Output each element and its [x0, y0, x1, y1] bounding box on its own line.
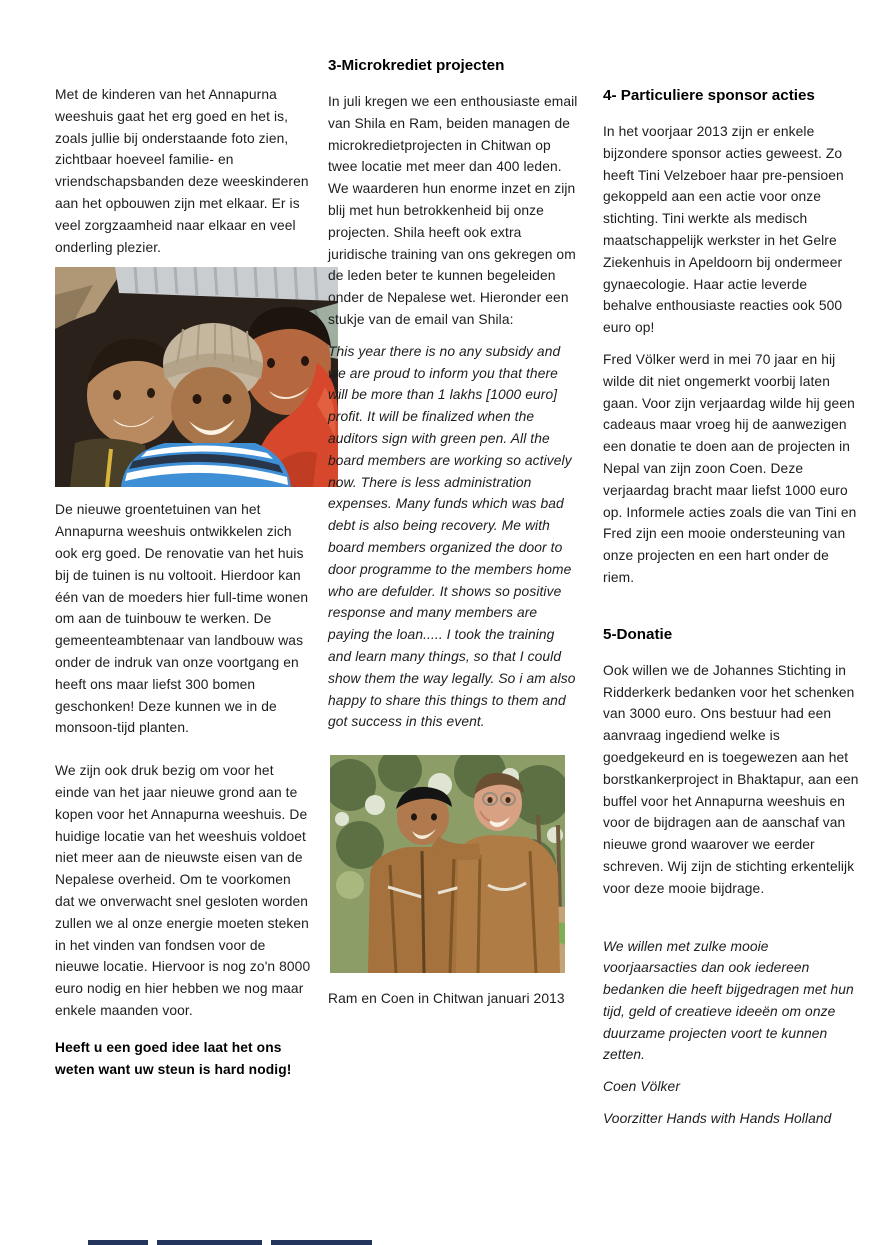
intro-paragraph: Met de kinderen van het Annapurna weeshuis gaat het erg goed en het is, zoals jullie bij onderstaande foto zien, zichtbaar hoeveel familie- en vriendschapsbanden deze weeskinderen aan het opbouwen zijn met elkaar. Er is veel zorgzaamheid naar elkaar en veel onderling plezier.: [55, 87, 309, 255]
gardens-paragraph: De nieuwe groentetuinen van het Annapurna weeshuis ontwikkelen zich ook erg goed. De renovatie van het huis bij de tuinen is nu voltooit. Hierdoor kan één van de moeders hier full-time wonen om aan de tuinbouw te werken. De gemeenteambtenaar van landbouw was onder de indruk van onze voortgang en heeft ons maar liefst 300 bomen geschonken! Deze kunnen we in de monsoon-tijd planten.: [55, 502, 309, 736]
signature-name: Coen Völker: [603, 1079, 681, 1095]
section-heading-sponsor-acties: 4- Particuliere sponsor acties: [603, 87, 815, 104]
left-column: [55, 84, 311, 1080]
fred-paragraph: Fred Völker werd in mei 70 jaar en hij wilde dit niet ongemerkt voorbij laten gaan. Voor zijn verjaardag wilde hij geen cadeaus maar vroeg hij de aanwezigen een donatie te doen aan de projecten in Nepal van zijn zoon Coen. Deze verjaardag bracht maar liefst 1000 euro op. Informele acties zoals die van Tini en Fred zijn een mooie ondersteuning van onze projecten en een hart onder de riem.: [603, 351, 857, 585]
next-page-photo-edge: [157, 1240, 262, 1245]
ram-coen-photo: [330, 755, 565, 973]
section-heading-donatie: 5-Donatie: [603, 625, 673, 643]
photo-caption: Ram en Coen in Chitwan januari 2013: [328, 991, 565, 1007]
annapurna-children-photo: [55, 267, 338, 487]
next-page-photo-edge: [88, 1240, 148, 1245]
donatie-paragraph: Ook willen we de Johannes Stichting in Ridderkerk bedanken voor het schenken van 3000 euro. Ons bestuur had een aanvraag ingediend welke is goedgekeurd en is toegewezen aan het borstkankerproject in Bhaktapur, aan een buffel voor het Annapurna weeshuis en voor de bijdragen aan de aanschaf van nieuwe grond waarover we eerder schreven. Wij zijn de stichting erkentelijk voor deze mooie bijdrage.: [603, 662, 859, 896]
support-callout: Heeft u een goed idee laat het ons weten want uw steun is hard nodig!: [55, 1039, 292, 1077]
new-land-paragraph: We zijn ook druk bezig om voor het einde van het jaar nieuwe grond aan te kopen voor het Annapurna weeshuis. De huidige locatie van het weeshuis voldoet niet meer aan de nieuwste eisen van de Nepalese overheid. Om te voorkomen dat we onverwacht snel gesloten worden zullen we al onze energie moeten steken in het vinden van fondsen voor de nieuwe locatie. Hiervoor is nog zo'n 8000 euro nodig en hier hebben we nog maar enkele maanden voor.: [55, 763, 311, 1018]
next-page-photo-edge: [271, 1240, 372, 1245]
closing-thanks: We willen met zulke mooie voorjaarsacties dan ook iedereen bedanken die heeft bijgedragen met hun tijd, geld of creatieve ideeën om onze duurzame projecten voort te kunnen zetten.: [603, 938, 854, 1063]
microkrediet-paragraph: In juli kregen we een enthousiaste email van Shila en Ram, beiden managen de microkredietprojecten in Chitwan op twee locatie met meer dan 400 leden. We waarderen hun enorme inzet en zijn blij met hun betrokkenheid bij onze projecten. Shila heeft ook extra juridische training van ons gekregen om de leden beter te kunnen begeleiden onder de Nepalese wet. Hieronder een stukje van de email van Shila:: [328, 94, 578, 327]
signature-title: Voorzitter Hands with Hands Holland: [603, 1111, 832, 1127]
right-column: [603, 86, 859, 1130]
shila-email-quote: This year there is no any subsidy and we are proud to inform you that there will be more than 1 lakhs [1000 euro] profit. It will be finalized when the auditors sign with green pen. All the board members are working so actively now. There is less administration expenses. Many funds which was bad debt is also being recovery. Me with board members organized the door to door programme to the members home who are defulder. It shows so positive response and many members are paying the loan..... I took the training and learn many things, so that I could show them the way legally. So i am also happy to share this things to them and got success in this event.: [328, 343, 576, 730]
tini-paragraph: In het voorjaar 2013 zijn er enkele bijzondere sponsor acties geweest. Zo heeft Tini Velzeboer haar pre-pensioen gekoppeld aan een actie voor onze stichting. Tini werkte als medisch maatschappelijk werkster in het Gelre Ziekenhuis in Apeldoorn bij ondermeer gynaecologie. Haar actie leverde behalve enthousiaste reacties ook 500 euro op!: [603, 124, 844, 336]
section-heading-microkrediet: 3-Microkrediet projecten: [328, 57, 505, 74]
middle-column: [328, 56, 579, 1010]
